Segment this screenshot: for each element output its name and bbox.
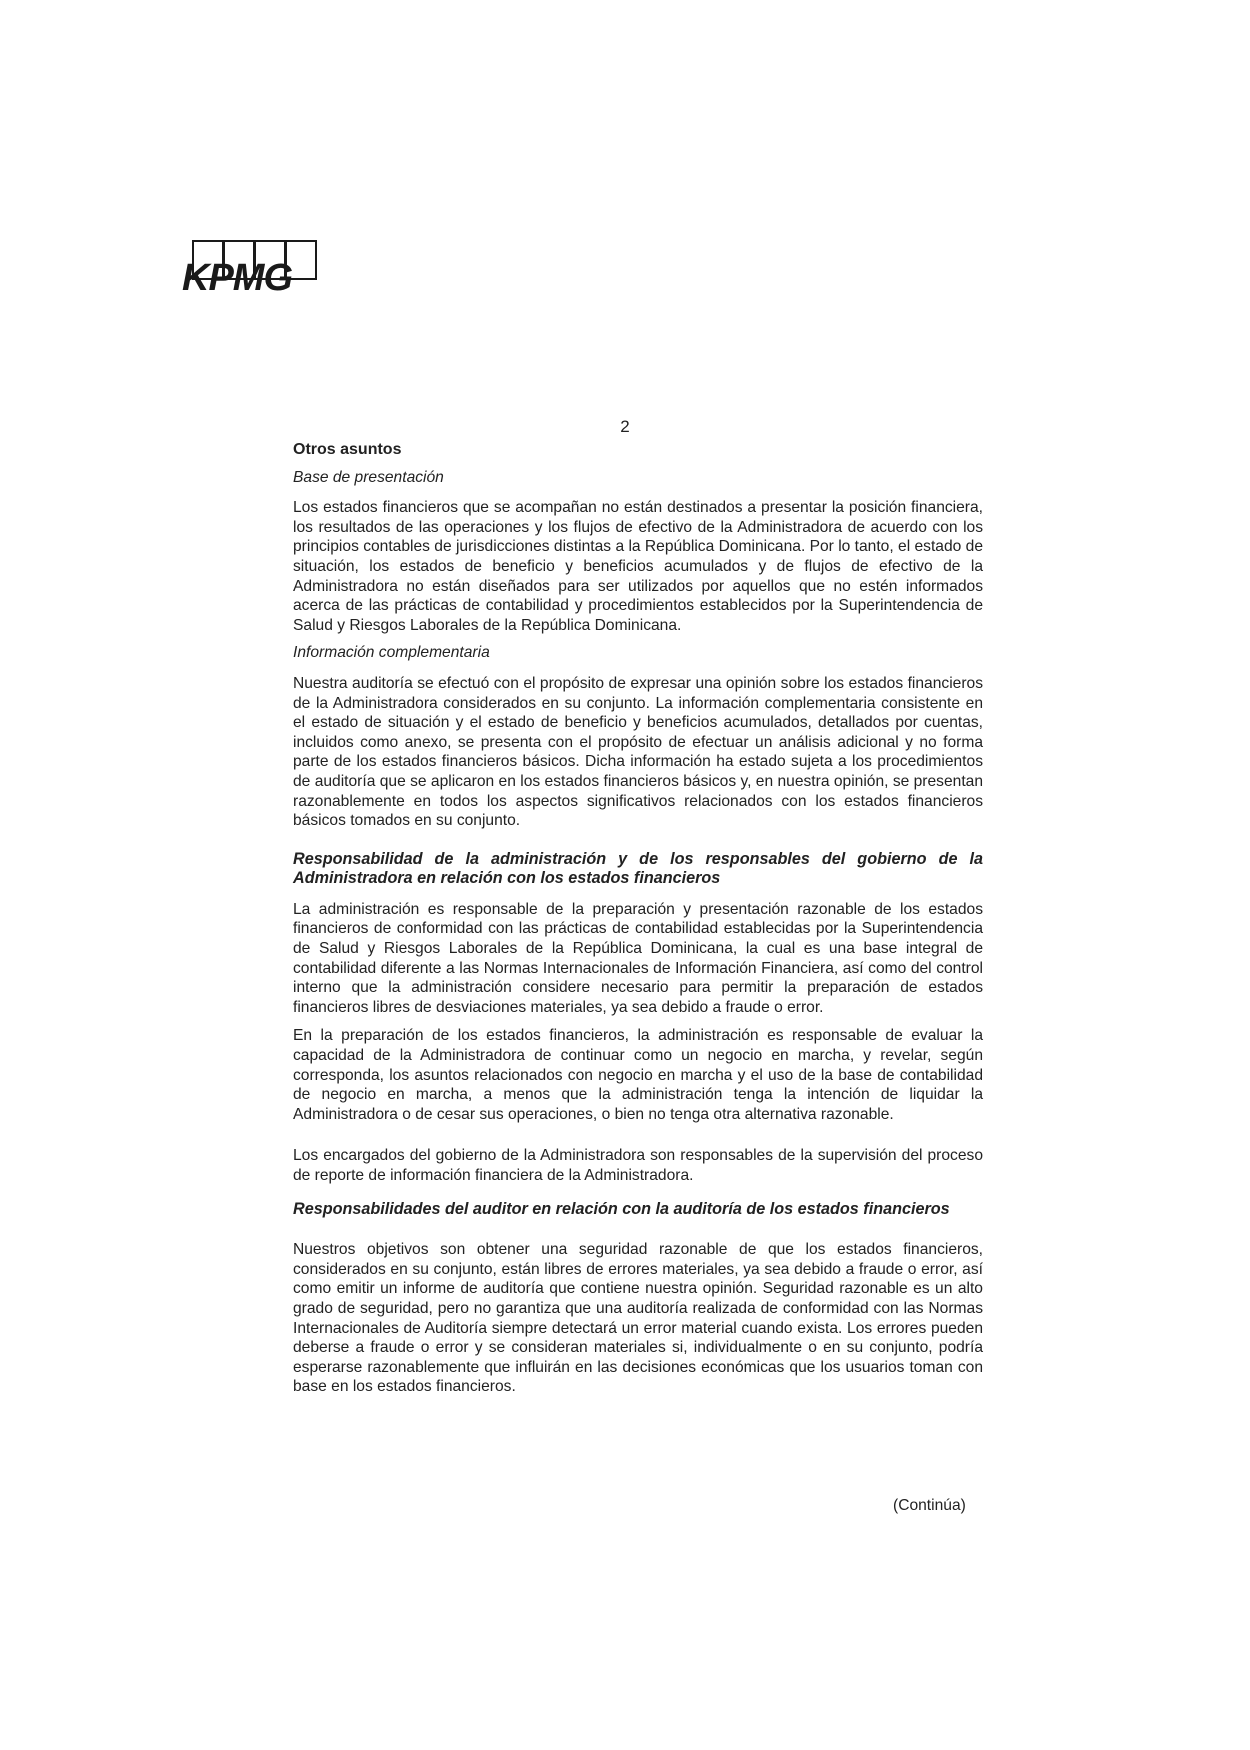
subheading-base-presentacion: Base de presentación bbox=[293, 468, 444, 486]
kpmg-logo bbox=[182, 240, 317, 299]
paragraph-responsabilidad-administracion-2: En la preparación de los estados financieros, la administración es responsable de evaluar la capacidad de la Administradora de continuar como un negocio en marcha, y revelar, según corresponda, los asuntos relacionados con negocio en marcha y el uso de la base de contabilidad de negocio en marcha, a menos que la administración tenga la intención de liquidar la Administradora o de cesar sus operaciones, o bien no tenga otra alternativa razonable. bbox=[293, 1027, 983, 1123]
paragraph-base-presentacion: Los estados financieros que se acompañan no están destinados a presentar la posición financiera, los resultados de las operaciones y los flujos de efectivo de la Administradora de acuerdo con los principios contables de jurisdicciones distintas a la República Dominicana. Por lo tanto, el estado de situación, los estados de beneficio y beneficios acumulados y de flujos de efectivo de la Administradora no están diseñados para ser utilizados por aquellos que no estén informados acerca de las prácticas de contabilidad y procedimientos establecidos por la Superintendencia de Salud y Riesgos Laborales de la República Dominicana. bbox=[293, 499, 983, 634]
paragraph-responsabilidad-administracion-3: Los encargados del gobierno de la Administradora son responsables de la supervisión del proceso de reporte de información financiera de la Administradora. bbox=[293, 1147, 983, 1184]
document-body bbox=[293, 440, 983, 1397]
section-heading-responsabilidad-administracion: Responsabilidad de la administración y de los responsables del gobierno de la Administradora en relación con los estados financieros bbox=[293, 849, 983, 888]
logo-wordmark: KPMG bbox=[182, 257, 292, 299]
subheading-informacion-complementaria: Información complementaria bbox=[293, 644, 490, 662]
paragraph-responsabilidades-auditor-1: Nuestros objetivos son obtener una seguridad razonable de que los estados financieros, considerados en su conjunto, están libres de errores materiales, ya sea debido a fraude o error, así como emitir un informe de auditoría que contiene nuestra opinión. Seguridad razonable es un alto grado de seguridad, pero no garantiza que una auditoría realizada de conformidad con las Normas Internacionales de Auditoría siempre detectará un error material cuando exista. Los errores pueden deberse a fraude o error y se consideran materiales si, individualmente o en su conjunto, podría esperarse razonablemente que influirán en las decisiones económicas que los usuarios toman con base en los estados financieros. bbox=[293, 1241, 983, 1396]
page-number: 2 bbox=[620, 417, 630, 436]
section-heading-responsabilidades-auditor: Responsabilidades del auditor en relación con la auditoría de los estados financieros bbox=[293, 1199, 950, 1218]
paragraph-informacion-complementaria: Nuestra auditoría se efectuó con el propósito de expresar una opinión sobre los estados financieros de la Administradora considerados en su conjunto. La información complementaria consistente en el estado de situación y el estado de beneficio y beneficios acumulados, detallados por cuentas, incluidos como anexo, se presenta con el propósito de efectuar un análisis adicional y no forma parte de los estados financieros básicos. Dicha información ha estado sujeta a los procedimientos de auditoría que se aplicaron en los estados financieros básicos y, en nuestra opinión, se presentan razonablemente en todos los aspectos significativos relacionados con los estados financieros básicos tomados en su conjunto. bbox=[293, 674, 983, 830]
paragraph-responsabilidad-administracion-1: La administración es responsable de la preparación y presentación razonable de los estados financieros de conformidad con las prácticas de contabilidad establecidas por la Superintendencia de Salud y Riesgos Laborales de la República Dominicana, la cual es una base integral de contabilidad diferente a las Normas Internacionales de Información Financiera, así como del control interno que la administración considere necesario para permitir la preparación de estados financieros libres de desviaciones materiales, ya sea debido a fraude o error. bbox=[293, 900, 983, 1016]
continua-label: (Continúa) bbox=[893, 1497, 966, 1514]
section-heading-otros-asuntos: Otros asuntos bbox=[293, 441, 402, 458]
